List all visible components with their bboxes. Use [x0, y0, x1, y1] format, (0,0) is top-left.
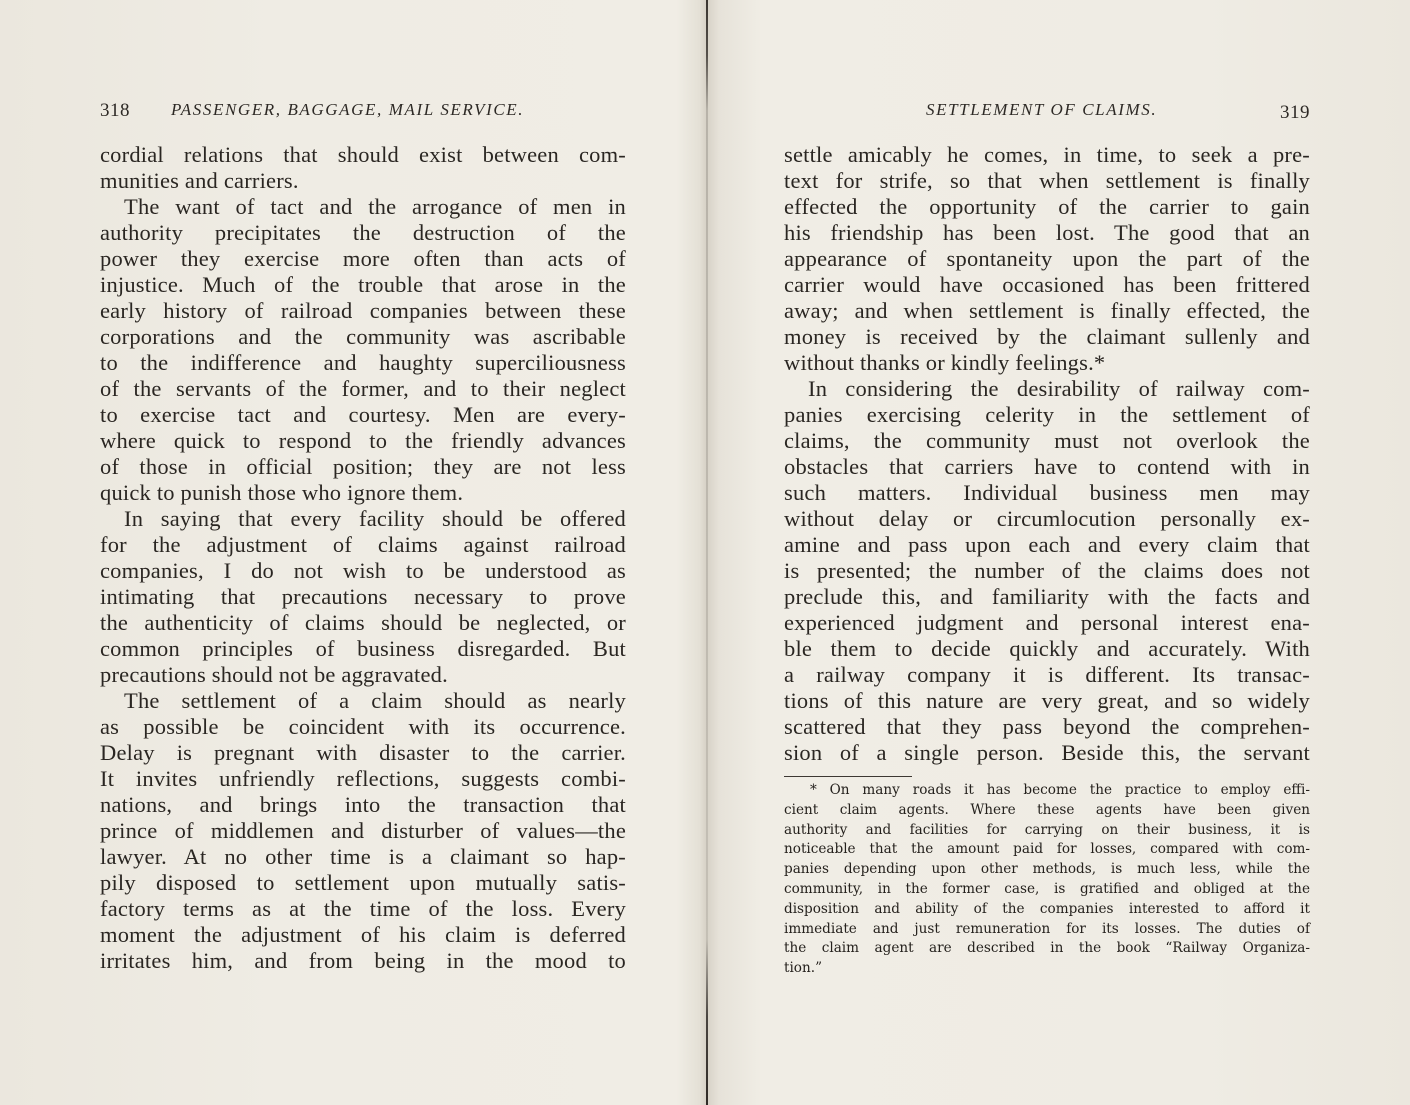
- text-line: his friendship has been lost. The good that an: [784, 220, 1310, 245]
- text-line: as possible be coincident with its occurrence.: [100, 714, 626, 739]
- text-line: a railway company it is different. Its transac-: [784, 662, 1310, 687]
- text-line: pily disposed to settlement upon mutually satis-: [100, 870, 626, 895]
- left-page-header: [100, 92, 630, 126]
- footnote: [784, 781, 1314, 979]
- text-line: factory terms as at the time of the loss. Every: [100, 896, 626, 921]
- text-line: The want of tact and the arrogance of men in: [124, 194, 626, 219]
- text-line: for the adjustment of claims against railroad: [100, 532, 626, 557]
- footnote-line: immediate and just remuneration for its losses. The duties of: [784, 920, 1310, 937]
- text-line: corporations and the community was ascribable: [100, 324, 626, 349]
- text-line: text for strife, so that when settlement is finally: [784, 168, 1310, 193]
- text-line: power they exercise more often than acts of: [100, 246, 626, 271]
- text-line: In considering the desirability of railway com-: [808, 376, 1310, 401]
- text-line: the authenticity of claims should be neglected, or: [100, 610, 626, 635]
- text-line: companies, I do not wish to be understood as: [100, 558, 626, 583]
- book-gutter: [706, 0, 708, 1105]
- right-page-header: [784, 92, 1314, 126]
- text-line: appearance of spontaneity upon the part of the: [784, 246, 1310, 271]
- text-line: carrier would have occasioned has been frittered: [784, 272, 1310, 297]
- text-line: quick to punish those who ignore them.: [100, 480, 464, 505]
- text-line: such matters. Individual business men may: [784, 480, 1310, 505]
- text-line: lawyer. At no other time is a claimant so hap-: [100, 844, 626, 869]
- text-line: preclude this, and familiarity with the facts and: [784, 584, 1310, 609]
- footnote-line: authority and facilities for carrying on their business, it is: [784, 821, 1310, 838]
- text-line: intimating that precautions necessary to prove: [100, 584, 626, 609]
- text-line: ble them to decide quickly and accurately. With: [784, 636, 1310, 661]
- text-line: experienced judgment and personal interest ena-: [784, 610, 1310, 635]
- footnote-line: tion.”: [784, 960, 823, 977]
- text-line: amine and pass upon each and every claim that: [784, 532, 1310, 557]
- text-line: munities and carriers.: [100, 168, 299, 193]
- text-line: cordial relations that should exist between com-: [100, 142, 626, 167]
- text-line: tions of this nature are very great, and so widely: [784, 688, 1310, 713]
- text-line: sion of a single person. Beside this, the servant: [784, 740, 1310, 765]
- right-running-head: SETTLEMENT OF CLAIMS.: [926, 100, 1158, 119]
- text-line: claims, the community must not overlook the: [784, 428, 1310, 453]
- text-line: where quick to respond to the friendly advances: [100, 428, 626, 453]
- text-line: In saying that every facility should be offered: [124, 506, 626, 531]
- footnote-line: disposition and ability of the companies interested to afford it: [784, 900, 1310, 917]
- text-line: moment the adjustment of his claim is deferred: [100, 922, 626, 947]
- text-line: scattered that they pass beyond the comprehen-: [784, 714, 1310, 739]
- text-line: away; and when settlement is finally effected, the: [784, 298, 1310, 323]
- text-line: Delay is pregnant with disaster to the carrier.: [100, 740, 626, 765]
- text-line: irritates him, and from being in the mood to: [100, 948, 626, 973]
- text-line: panies exercising celerity in the settlement of: [784, 402, 1310, 427]
- footnote-line: the claim agent are described in the book “Railway Organiza-: [784, 940, 1310, 957]
- text-line: effected the opportunity of the carrier to gain: [784, 194, 1310, 219]
- footnote-line: noticeable that the amount paid for losses, compared with com-: [784, 841, 1310, 858]
- text-line: obstacles that carriers have to contend with in: [784, 454, 1310, 479]
- text-line: without delay or circumlocution personally ex-: [784, 506, 1310, 531]
- left-page: [100, 92, 630, 974]
- text-line: nations, and brings into the transaction that: [100, 792, 626, 817]
- footnote-line: panies depending upon other methods, is much less, while the: [784, 861, 1310, 878]
- footnote-line: community, in the former case, is gratified and obliged at the: [784, 880, 1310, 897]
- left-page-number: 318: [100, 100, 130, 121]
- text-line: The settlement of a claim should as nearly: [124, 688, 626, 713]
- right-page-body: [784, 142, 1314, 766]
- footnote-line: * On many roads it has become the practice to employ effi-: [810, 782, 1310, 798]
- footnote-rule: [784, 776, 912, 777]
- right-page-number: 319: [1280, 102, 1310, 123]
- text-line: to exercise tact and courtesy. Men are every-: [100, 402, 626, 427]
- left-running-head: PASSENGER, BAGGAGE, MAIL SERVICE.: [171, 100, 525, 119]
- text-line: is presented; the number of the claims does not: [784, 558, 1310, 583]
- text-line: injustice. Much of the trouble that arose in the: [100, 272, 626, 297]
- text-line: prince of middlemen and disturber of values—the: [100, 818, 626, 843]
- text-line: without thanks or kindly feelings.*: [784, 350, 1106, 375]
- text-line: money is received by the claimant sullenly and: [784, 324, 1310, 349]
- text-line: precautions should not be aggravated.: [100, 662, 448, 687]
- text-line: of the servants of the former, and to their neglect: [100, 376, 626, 401]
- text-line: early history of railroad companies between these: [100, 298, 626, 323]
- footnote-line: cient claim agents. Where these agents have been given: [784, 801, 1310, 818]
- text-line: settle amicably he comes, in time, to seek a pre-: [784, 142, 1310, 167]
- text-line: authority precipitates the destruction of the: [100, 220, 626, 245]
- right-page: [784, 92, 1314, 979]
- text-line: It invites unfriendly reflections, suggests combi-: [100, 766, 626, 791]
- text-line: of those in official position; they are not less: [100, 454, 626, 479]
- text-line: common principles of business disregarded. But: [100, 636, 626, 661]
- text-line: to the indifference and haughty superciliousness: [100, 350, 626, 375]
- left-page-body: [100, 142, 630, 974]
